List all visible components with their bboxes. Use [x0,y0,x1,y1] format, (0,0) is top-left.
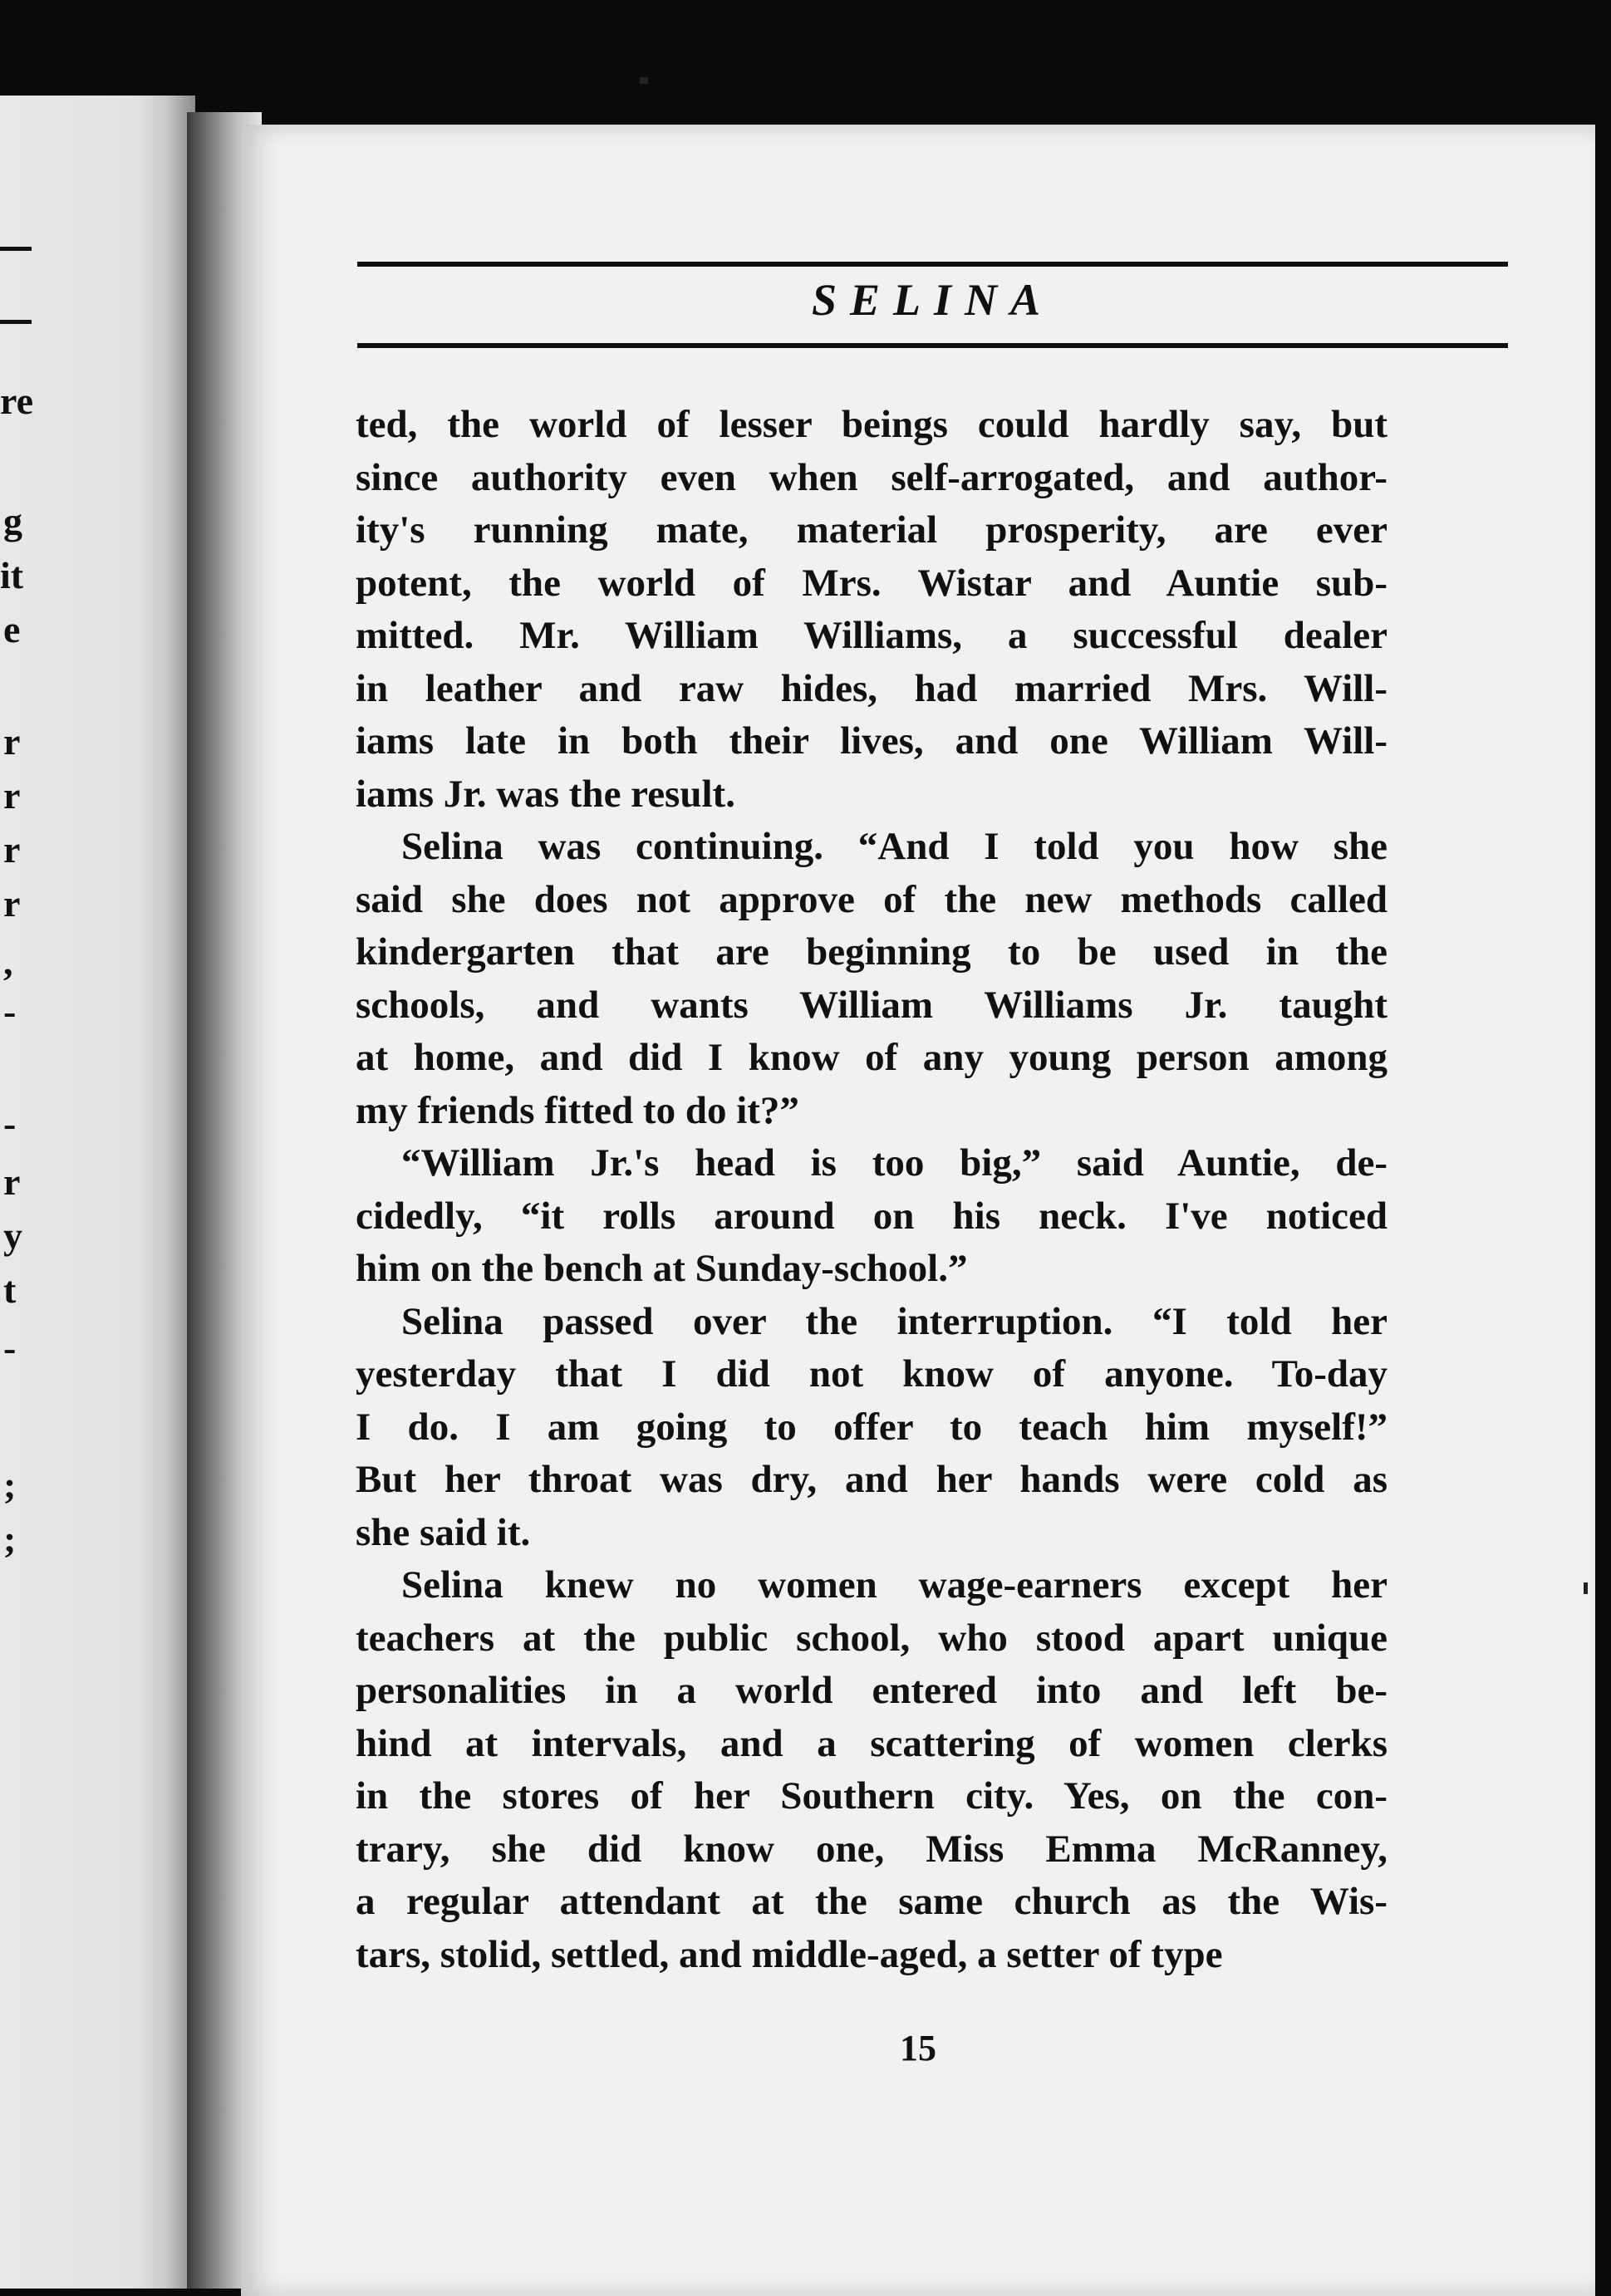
text-line: personalities in a world entered into and left be- [356,1669,1388,1712]
text-line: said she does not approve of the new methods called [356,877,1388,921]
paragraph [356,821,1388,1137]
text-line: hind at intervals, and a scattering of women clerks [356,1721,1388,1765]
left-page-fragment: g [3,500,22,542]
text-line: I do. I am going to offer to teach him myself!” [356,1405,1388,1449]
text-line: ity's running mate, material prosperity, are ever [356,508,1388,552]
text-line: him on the bench at Sunday-school.” [356,1247,968,1290]
left-page-fragment: ; [3,1464,17,1506]
text-line: since authority even when self-arrogated, and author- [356,455,1388,499]
scan-speck [1584,1582,1588,1594]
left-page-fragment: y [3,1214,22,1257]
paragraph [356,1296,1388,1560]
left-page-fragment: e [3,608,21,650]
left-page-fragment: it [0,554,24,596]
left-page-fragment: t [3,1268,17,1311]
text-line: yesterday that I did not know of anyone. To-day [356,1352,1388,1396]
text-line: “William Jr.'s head is too big,” said Auntie, de- [401,1141,1388,1185]
text-line: she said it. [356,1510,531,1554]
text-line: iams late in both their lives, and one William Will- [356,719,1388,763]
text-line: trary, she did know one, Miss Emma McRanney, [356,1827,1388,1871]
left-page-fragment: r [3,720,21,763]
paragraph [356,1559,1388,1981]
text-line: teachers at the public school, who stood apart unique [356,1616,1388,1660]
left-page-fragment: - [3,1327,17,1369]
text-line: But her throat was dry, and her hands were cold as [356,1458,1388,1501]
left-page-fragment: r [3,1160,21,1203]
text-line: my friends fitted to do it?” [356,1088,799,1132]
text-line: potent, the world of Mrs. Wistar and Auntie sub- [356,561,1388,605]
paragraph [356,1137,1388,1296]
book-page [241,125,1595,2296]
left-page-fragment: re [0,380,34,422]
text-line: Selina passed over the interruption. “I told her [401,1299,1388,1343]
left-page-rule [0,320,32,324]
text-line: a regular attendant at the same church as the Wis- [356,1880,1388,1923]
left-page-fragment: r [3,828,21,871]
text-line: schools, and wants William Williams Jr. taught [356,983,1388,1027]
scan-speck [640,77,648,84]
running-header-title: SELINA [811,275,1054,325]
text-line: Selina was continuing. “And I told you how she [401,825,1388,868]
paragraph [356,399,1388,821]
text-line: iams Jr. was the result. [356,772,735,816]
text-line: at home, and did I know of any young person among [356,1036,1388,1079]
left-page-rule [0,247,32,251]
header-top-rule [357,262,1508,267]
text-line: mitted. Mr. William Williams, a successful dealer [356,614,1388,657]
left-facing-page [0,96,195,2289]
body-text [356,399,1388,1981]
left-page-fragment: , [3,940,13,983]
left-page-fragment: r [3,882,21,925]
text-line: kindergarten that are beginning to be used in the [356,930,1388,974]
left-page-fragment: - [3,1102,17,1145]
text-line: cidedly, “it rolls around on his neck. I've noticed [356,1194,1388,1238]
text-line: in leather and raw hides, had married Mrs. Will- [356,666,1388,710]
left-page-fragment: ; [3,1518,17,1560]
text-line: in the stores of her Southern city. Yes, on the con- [356,1774,1388,1818]
header-bottom-rule [357,343,1508,348]
text-line: Selina knew no women wage-earners except her [401,1563,1388,1607]
text-line: ted, the world of lesser beings could hardly say, but [356,403,1388,446]
left-page-fragment: - [3,990,17,1033]
text-line: tars, stolid, settled, and middle-aged, a setter of type [356,1932,1223,1976]
left-page-fragment: r [3,774,21,817]
page-number: 15 [900,2028,936,2068]
